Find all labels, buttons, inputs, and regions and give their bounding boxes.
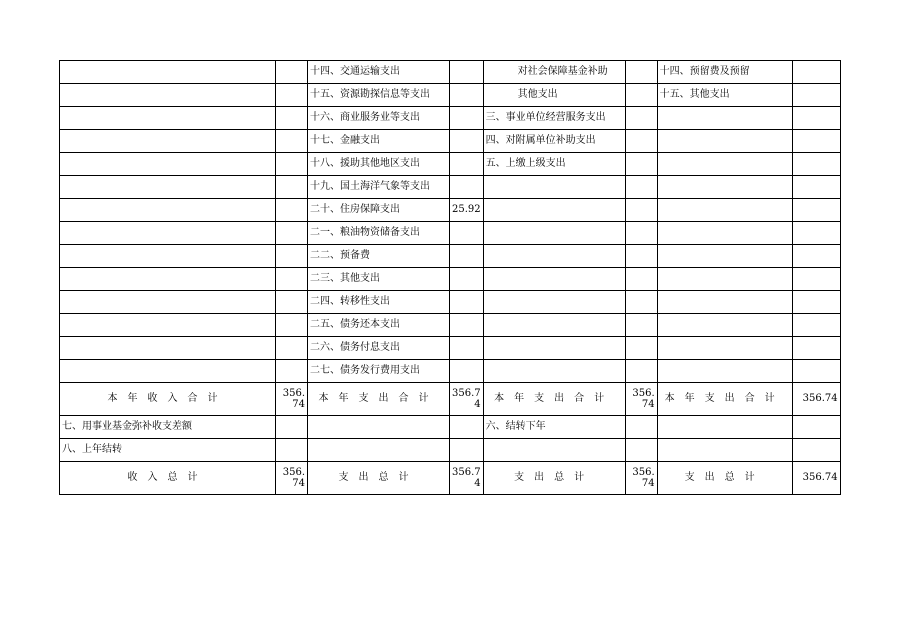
year-expense-total-value-2: 356.74 xyxy=(625,383,657,416)
grand-expense-label-3: 支出总计 xyxy=(657,462,792,495)
table-cell-c1 xyxy=(60,130,276,153)
table-cell-c1 xyxy=(60,222,276,245)
table-cell-c1 xyxy=(60,107,276,130)
table-cell-c6 xyxy=(625,291,657,314)
table-cell-c3: 十五、资源勘探信息等支出 xyxy=(308,84,450,107)
table-cell-c4 xyxy=(450,268,484,291)
budget-table xyxy=(59,60,841,495)
table-cell-c6 xyxy=(625,314,657,337)
table-cell-c4 xyxy=(450,337,484,360)
table-cell-c6 xyxy=(625,199,657,222)
table-cell-c5 xyxy=(483,360,625,383)
table-cell-c5 xyxy=(483,268,625,291)
table-cell-c8 xyxy=(792,291,840,314)
table-cell-c1 xyxy=(60,314,276,337)
table-cell-c1 xyxy=(60,199,276,222)
table-cell-c4 xyxy=(450,176,484,199)
table-cell-c2 xyxy=(276,176,308,199)
table-cell-c5 xyxy=(483,222,625,245)
table-cell-c6 xyxy=(625,130,657,153)
table-cell-c3: 二七、债务发行费用支出 xyxy=(308,360,450,383)
grand-expense-value-1: 356.74 xyxy=(450,462,484,495)
table-cell-c4 xyxy=(450,61,484,84)
table-row xyxy=(60,153,841,176)
table-cell-c1 xyxy=(60,153,276,176)
table-cell-c5: 其他支出 xyxy=(483,84,625,107)
table-cell-c4 xyxy=(450,107,484,130)
table-row xyxy=(60,199,841,222)
table-cell-c7 xyxy=(657,176,792,199)
table-cell-c2 xyxy=(276,222,308,245)
year-expense-total-label-1: 本年支出合计 xyxy=(308,383,450,416)
table-cell-c4 xyxy=(450,130,484,153)
table-row xyxy=(60,130,841,153)
grand-total-row xyxy=(60,462,841,495)
year-expense-total-value-3: 356.74 xyxy=(792,383,840,416)
prior-year-label: 八、上年结转 xyxy=(60,439,276,462)
table-cell-c7 xyxy=(657,360,792,383)
table-cell-c8 xyxy=(792,130,840,153)
table-cell-c7 xyxy=(657,268,792,291)
table-cell-c4 xyxy=(450,360,484,383)
table-cell-c3: 二二、预备费 xyxy=(308,245,450,268)
table-cell-c5: 五、上缴上级支出 xyxy=(483,153,625,176)
table-cell-c2 xyxy=(276,360,308,383)
year-expense-total-value-1: 356.74 xyxy=(450,383,484,416)
table-cell-c4 xyxy=(450,84,484,107)
table-cell-c3: 二一、粮油物资储备支出 xyxy=(308,222,450,245)
year-income-total-value: 356.74 xyxy=(276,383,308,416)
table-cell-c1 xyxy=(60,61,276,84)
table-cell-c8 xyxy=(792,176,840,199)
table-cell-c7 xyxy=(657,107,792,130)
table-cell-c6 xyxy=(625,107,657,130)
table-cell-c5 xyxy=(483,291,625,314)
year-income-total-label: 本年收入合计 xyxy=(60,383,276,416)
table-cell-c3: 十四、交通运输支出 xyxy=(308,61,450,84)
table-cell-c5: 三、事业单位经营服务支出 xyxy=(483,107,625,130)
table-row xyxy=(60,107,841,130)
table-cell-c4 xyxy=(450,245,484,268)
table-cell-c5 xyxy=(483,176,625,199)
table-cell-c2 xyxy=(276,268,308,291)
table-cell-c5 xyxy=(483,337,625,360)
year-expense-total-label-3: 本年支出合计 xyxy=(657,383,792,416)
table-cell-c8 xyxy=(792,337,840,360)
table-cell-c8 xyxy=(792,107,840,130)
table-cell-c6 xyxy=(625,153,657,176)
grand-income-value: 356.74 xyxy=(276,462,308,495)
table-cell-c7 xyxy=(657,245,792,268)
year-expense-total-label-2: 本年支出合计 xyxy=(483,383,625,416)
table-cell-c7 xyxy=(657,153,792,176)
table-cell-c6 xyxy=(625,84,657,107)
table-cell-c1 xyxy=(60,84,276,107)
table-cell-c2 xyxy=(276,84,308,107)
table-row xyxy=(60,245,841,268)
table-cell-c7 xyxy=(657,222,792,245)
table-cell-c8 xyxy=(792,199,840,222)
table-cell-c7 xyxy=(657,199,792,222)
table-cell-c6 xyxy=(625,61,657,84)
table-cell-c2 xyxy=(276,61,308,84)
table-cell-c2 xyxy=(276,245,308,268)
table-row xyxy=(60,268,841,291)
table-cell-c1 xyxy=(60,245,276,268)
table-cell-c7 xyxy=(657,291,792,314)
table-cell-c7: 十四、预留费及预留 xyxy=(657,61,792,84)
table-cell-c8 xyxy=(792,360,840,383)
table-cell-c1 xyxy=(60,176,276,199)
table-cell-c2 xyxy=(276,130,308,153)
balance-row xyxy=(60,416,841,439)
table-body xyxy=(60,61,841,383)
table-row xyxy=(60,360,841,383)
table-cell-c8 xyxy=(792,84,840,107)
table-cell-c1 xyxy=(60,360,276,383)
table-row xyxy=(60,314,841,337)
table-row xyxy=(60,222,841,245)
table-cell-c4 xyxy=(450,153,484,176)
table-cell-c6 xyxy=(625,222,657,245)
table-cell-c4 xyxy=(450,222,484,245)
table-cell-c3: 十七、金融支出 xyxy=(308,130,450,153)
table-cell-c7: 十五、其他支出 xyxy=(657,84,792,107)
table-cell-c1 xyxy=(60,337,276,360)
table-cell-c6 xyxy=(625,360,657,383)
table-cell-c6 xyxy=(625,268,657,291)
table-cell-c6 xyxy=(625,176,657,199)
table-cell-c3: 二十、住房保障支出 xyxy=(308,199,450,222)
prior-year-row xyxy=(60,439,841,462)
table-cell-c1 xyxy=(60,268,276,291)
table-cell-c8 xyxy=(792,222,840,245)
table-cell-c3: 十八、援助其他地区支出 xyxy=(308,153,450,176)
table-cell-c2 xyxy=(276,107,308,130)
table-cell-c4 xyxy=(450,314,484,337)
table-cell-c3: 二三、其他支出 xyxy=(308,268,450,291)
table-cell-c7 xyxy=(657,337,792,360)
table-cell-c5: 对社会保障基金补助 xyxy=(483,61,625,84)
table-cell-c3: 二五、债务还本支出 xyxy=(308,314,450,337)
grand-expense-label-1: 支出总计 xyxy=(308,462,450,495)
table-cell-c4 xyxy=(450,291,484,314)
table-cell-c8 xyxy=(792,245,840,268)
table-row xyxy=(60,337,841,360)
table-cell-c8 xyxy=(792,153,840,176)
table-cell-c8 xyxy=(792,268,840,291)
table-row xyxy=(60,176,841,199)
table-cell-c6 xyxy=(625,245,657,268)
grand-income-label: 收入总计 xyxy=(60,462,276,495)
table-cell-c2 xyxy=(276,199,308,222)
table-cell-c6 xyxy=(625,337,657,360)
table-row xyxy=(60,291,841,314)
table-cell-c7 xyxy=(657,130,792,153)
table-cell-c2 xyxy=(276,153,308,176)
table-cell-c4: 25.92 xyxy=(450,199,484,222)
table-row xyxy=(60,84,841,107)
grand-expense-value-3: 356.74 xyxy=(792,462,840,495)
balance-label: 七、用事业基金弥补收支差额 xyxy=(60,416,276,439)
table-cell-c7 xyxy=(657,314,792,337)
year-total-row xyxy=(60,383,841,416)
table-cell-c3: 二四、转移性支出 xyxy=(308,291,450,314)
table-cell-c3: 二六、债务付息支出 xyxy=(308,337,450,360)
grand-expense-label-2: 支出总计 xyxy=(483,462,625,495)
table-cell-c8 xyxy=(792,314,840,337)
table-cell-c8 xyxy=(792,61,840,84)
table-cell-c2 xyxy=(276,314,308,337)
table-cell-c3: 十六、商业服务业等支出 xyxy=(308,107,450,130)
table-cell-c5: 四、对附属单位补助支出 xyxy=(483,130,625,153)
table-cell-c5 xyxy=(483,245,625,268)
table-row xyxy=(60,61,841,84)
table-cell-c5 xyxy=(483,314,625,337)
table-cell-c2 xyxy=(276,291,308,314)
carry-forward-label: 六、结转下年 xyxy=(483,416,625,439)
table-cell-c2 xyxy=(276,337,308,360)
table-cell-c3: 十九、国土海洋气象等支出 xyxy=(308,176,450,199)
grand-expense-value-2: 356.74 xyxy=(625,462,657,495)
table-cell-c5 xyxy=(483,199,625,222)
table-cell-c1 xyxy=(60,291,276,314)
